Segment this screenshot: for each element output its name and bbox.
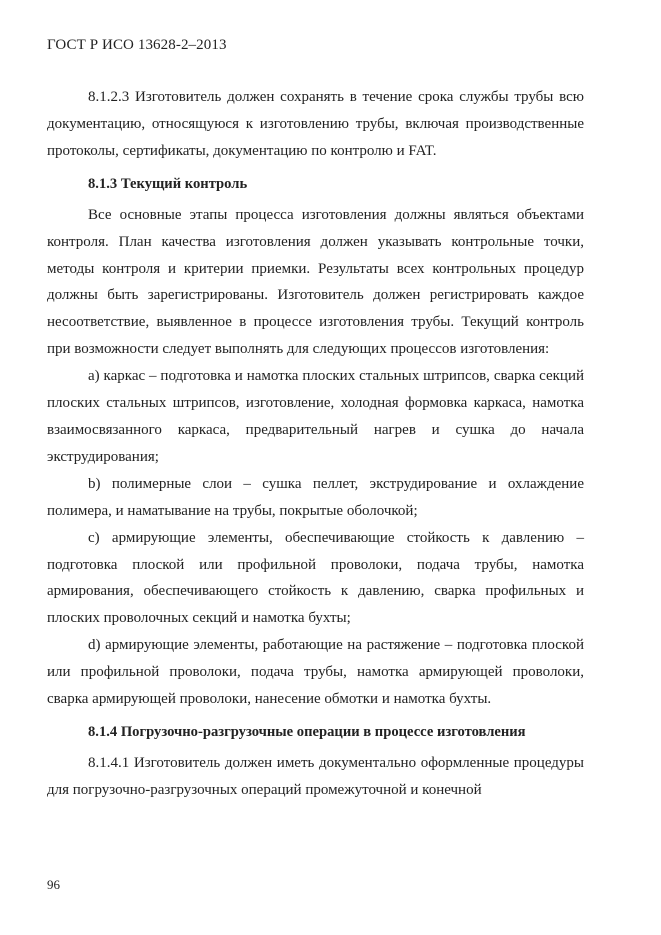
list-item-c: c) армирующие элементы, обеспечивающие стойкость к давлению – подготовка плоской или профильной проволоки, подача трубы, намотка армирования, обеспечивающего стойкость к давлению, сварка профильных и плоских проволочных секций и намотка бухты; <box>47 529 584 627</box>
paragraph-8-1-2-3: 8.1.2.3 Изготовитель должен сохранять в течение срока службы трубы всю документацию, относящуюся к изготовлению трубы, включая производственные протоколы, сертификаты, документацию по контролю и FAT. <box>47 89 584 159</box>
paragraph-8-1-4-1: 8.1.4.1 Изготовитель должен иметь документально оформленные процедуры для погрузочно-разгрузочных операций промежуточной и конечной <box>47 754 584 798</box>
section-heading-8-1-4: 8.1.4 Погрузочно-разгрузочные операции в процессе изготовления <box>88 723 526 740</box>
list-item-a: a) каркас – подготовка и намотка плоских стальных штрипсов, сварка секций плоских стальных штрипсов, изготовление, холодная формовка каркаса, намотка взаимосвязанного каркаса, предварительный нагрев и сушка до начала экструдирования; <box>47 368 584 465</box>
page-body <box>47 84 584 804</box>
document-header: ГОСТ Р ИСО 13628-2–2013 <box>47 37 227 53</box>
list-item-b: b) полимерные слои – сушка пеллет, экструдирование и охлаждение полимера, и наматывание на трубы, покрытые оболочкой; <box>47 475 584 519</box>
page-number: 96 <box>47 877 60 892</box>
paragraph-current-control: Все основные этапы процесса изготовления должны являться объектами контроля. План качества изготовления должен указывать контрольные точки, методы контроля и критерии приемки. Результаты всех контрольных процедур должны быть зарегистрированы. Изготовитель должен регистрировать каждое несоответствие, выявленное в процессе изготовления трубы. Текущий контроль при возможности следует выполнять для следующих процессов изготовления: <box>47 206 584 358</box>
section-heading-8-1-3: 8.1.3 Текущий контроль <box>88 175 248 192</box>
list-item-d: d) армирующие элементы, работающие на растяжение – подготовка плоской или профильной проволоки, подача трубы, намотка армирующей проволоки, сварка армирующей проволоки, нанесение обмотки и намотка бухты. <box>47 637 584 708</box>
